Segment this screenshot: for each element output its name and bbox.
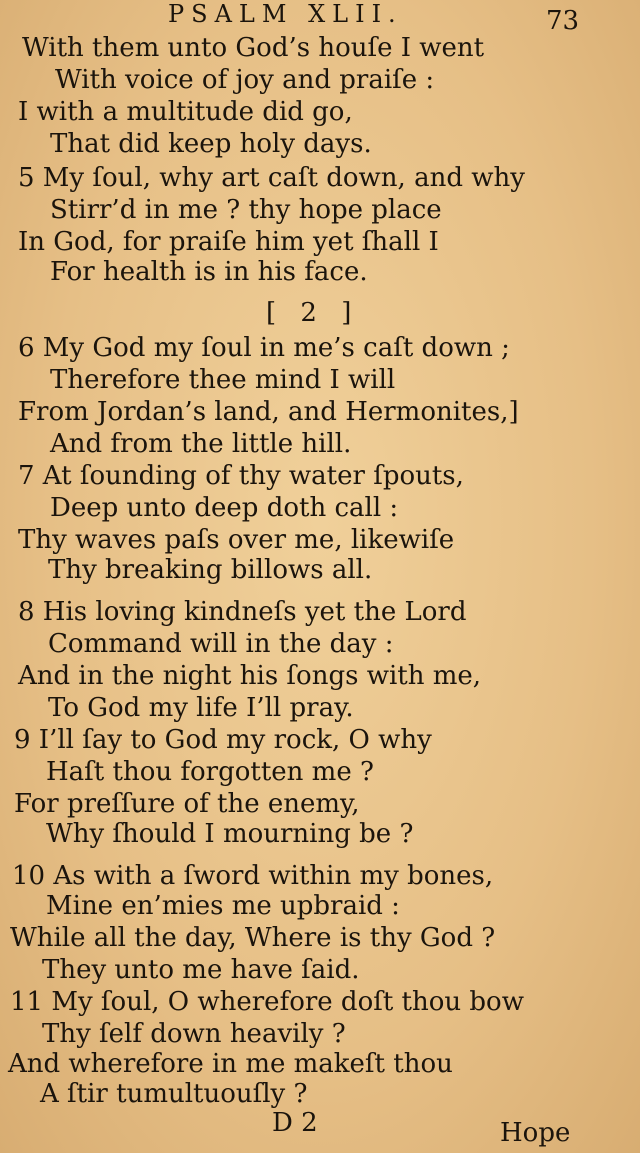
verse-line: Haſt thou forgotten me ? xyxy=(46,757,374,787)
verse-line: And in the night his ſongs with me, xyxy=(18,661,482,691)
verse-line: They unto me have ſaid. xyxy=(42,955,360,985)
signature-mark: D 2 xyxy=(272,1108,318,1138)
verse-line: Therefore thee mind I will xyxy=(50,365,396,395)
verse-line: A ſtir tumultuouſly ? xyxy=(40,1079,308,1109)
verse-line: 9 I’ll ſay to God my rock, O why xyxy=(14,725,432,755)
verse-line: I with a multitude did go, xyxy=(18,97,353,127)
section-marker: [ 2 ] xyxy=(266,298,360,328)
psalm-title: PSALM XLII. xyxy=(168,0,403,28)
catchword: Hope xyxy=(500,1118,571,1148)
verse-line: With voice of joy and praiſe : xyxy=(55,65,435,95)
verse-line: Deep unto deep doth call : xyxy=(50,493,399,523)
verse-line: That did keep holy days. xyxy=(50,129,372,159)
verse-line: Command will in the day : xyxy=(48,629,394,659)
verse-line: From Jordan’s land, and Hermonites,] xyxy=(18,397,519,427)
verse-line: Thy waves paſs over me, likewiſe xyxy=(18,525,455,555)
verse-line: And from the little hill. xyxy=(50,429,352,459)
verse-line: Stirr’d in me ? thy hope place xyxy=(50,195,442,225)
verse-line: 8 His loving kindneſs yet the Lord xyxy=(18,597,467,627)
page-number: 73 xyxy=(546,6,580,36)
verse-line: With them unto God’s houſe I went xyxy=(22,33,485,63)
verse-line: In God, for praiſe him yet ſhall I xyxy=(18,227,439,257)
verse-line: To God my life I’ll pray. xyxy=(48,693,354,723)
verse-line: For health is in his face. xyxy=(50,257,368,287)
verse-line: 6 My God my ſoul in me’s caſt down ; xyxy=(18,333,510,363)
verse-line: For preſſure of the enemy, xyxy=(14,789,360,819)
verse-line: Thy breaking billows all. xyxy=(48,555,373,585)
verse-line: Thy ſelf down heavily ? xyxy=(42,1019,346,1049)
verse-line: And wherefore in me makeſt thou xyxy=(8,1049,453,1079)
verse-line: Mine en’mies me upbraid : xyxy=(46,891,400,921)
verse-line: While all the day, Where is thy God ? xyxy=(10,923,496,953)
verse-line: Why ſhould I mourning be ? xyxy=(46,819,414,849)
verse-line: 5 My ſoul, why art caſt down, and why xyxy=(18,163,525,193)
verse-line: 11 My ſoul, O wherefore doſt thou bow xyxy=(10,987,524,1017)
verse-line: 7 At ſounding of thy water ſpouts, xyxy=(18,461,464,491)
verse-line: 10 As with a ſword within my bones, xyxy=(12,861,494,891)
